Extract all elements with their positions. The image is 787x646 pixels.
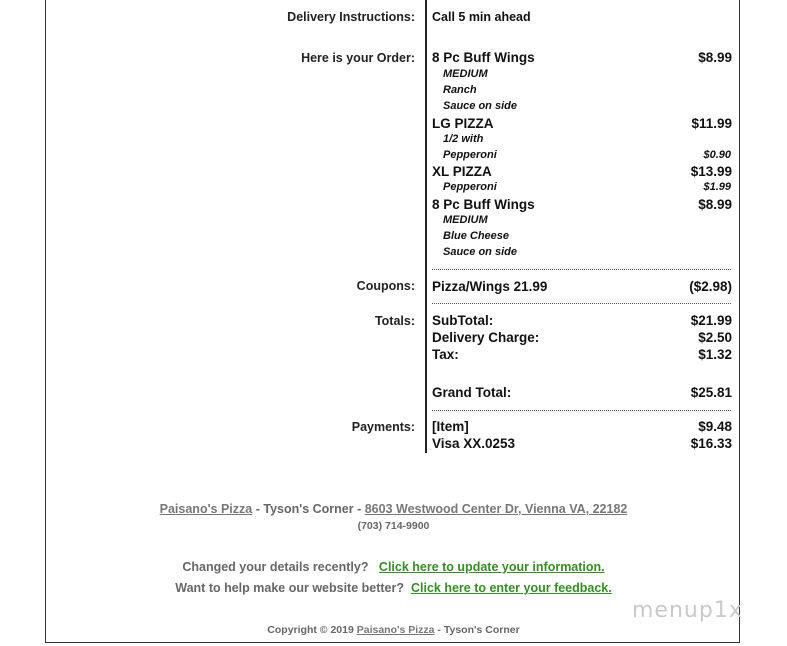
coupon-row <box>432 279 732 297</box>
column-divider <box>425 0 427 453</box>
order-label: Here is your Order: <box>301 51 415 65</box>
item-name: 8 Pc Buff Wings <box>432 50 535 65</box>
changed-details-text: Changed your details recently? <box>182 560 369 574</box>
item-modifier: MEDIUM <box>443 68 488 80</box>
item-price: $13.99 <box>690 164 732 179</box>
tax-value: $1.32 <box>698 347 732 362</box>
separator: - <box>353 502 365 516</box>
divider <box>432 410 731 411</box>
coupon-amount: ($2.98) <box>689 279 732 294</box>
order-item <box>432 116 732 134</box>
payment-amount: $16.33 <box>690 436 732 451</box>
divider <box>432 269 731 270</box>
separator: - <box>434 624 444 636</box>
delivery-charge-row <box>432 330 732 348</box>
payment-amount: $9.48 <box>698 419 732 434</box>
feedback-text: Want to help make our website better? <box>175 581 405 595</box>
delivery-instructions-value: Call 5 min ahead <box>432 10 531 24</box>
store-address-link[interactable]: 8603 Westwood Center Dr, Vienna VA, 22182 <box>364 502 628 516</box>
update-info-line <box>0 560 787 574</box>
store-phone: (703) 714-9900 <box>357 520 430 532</box>
payment-row <box>432 436 732 454</box>
item-modifier: Pepperoni <box>443 149 497 161</box>
order-item <box>432 197 732 215</box>
copyright-text: Copyright © 2019 <box>267 624 354 636</box>
payment-name: Visa XX.0253 <box>432 436 516 451</box>
modifier-price: $1.99 <box>703 181 731 193</box>
subtotal-value: $21.99 <box>690 313 732 328</box>
delivery-charge-label: Delivery Charge: <box>432 330 540 345</box>
item-modifier: 1/2 with <box>443 133 484 145</box>
store-name-link[interactable]: Paisano's Pizza <box>159 502 253 516</box>
watermark-logo: menup1x <box>632 598 743 623</box>
item-price: $11.99 <box>691 116 732 131</box>
delivery-charge-value: $2.50 <box>698 330 732 345</box>
store-info <box>0 502 787 516</box>
payment-name: [Item] <box>432 419 469 434</box>
item-name: LG PIZZA <box>432 116 494 131</box>
order-item <box>432 164 732 182</box>
payment-row <box>432 419 732 437</box>
grand-total-row <box>432 385 732 403</box>
grand-total-value: $25.81 <box>690 385 732 400</box>
item-modifier: Sauce on side <box>443 246 517 258</box>
store-location: Tyson's Corner <box>263 502 354 516</box>
modifier-price: $0.90 <box>703 149 731 161</box>
item-modifier: Blue Cheese <box>443 230 510 242</box>
order-item <box>432 50 732 68</box>
delivery-instructions-label: Delivery Instructions: <box>287 10 415 24</box>
item-name: 8 Pc Buff Wings <box>432 197 535 212</box>
item-price: $8.99 <box>698 197 732 212</box>
feedback-line <box>0 581 787 595</box>
item-modifier: MEDIUM <box>443 214 488 226</box>
item-name: XL PIZZA <box>432 164 492 179</box>
feedback-link[interactable]: Click here to enter your feedback. <box>410 581 612 595</box>
subtotal-row <box>432 313 732 331</box>
separator: - <box>252 502 264 516</box>
item-price: $8.99 <box>698 50 732 65</box>
payments-label: Payments: <box>351 420 415 434</box>
update-information-link[interactable]: Click here to update your information. <box>378 560 605 574</box>
copyright <box>0 624 787 636</box>
subtotal-label: SubTotal: <box>432 313 494 328</box>
coupon-name: Pizza/Wings 21.99 <box>432 279 548 294</box>
item-modifier: Pepperoni <box>443 181 497 193</box>
copyright-store-link[interactable]: Paisano's Pizza <box>356 624 435 636</box>
totals-label: Totals: <box>374 314 415 328</box>
item-modifier: Sauce on side <box>443 100 517 112</box>
copyright-location: Tyson's Corner <box>443 624 520 636</box>
grand-total-label: Grand Total: <box>432 385 512 400</box>
tax-label: Tax: <box>432 347 459 362</box>
divider <box>432 303 731 304</box>
item-modifier: Ranch <box>443 84 477 96</box>
coupons-label: Coupons: <box>356 279 415 293</box>
tax-row <box>432 347 732 365</box>
